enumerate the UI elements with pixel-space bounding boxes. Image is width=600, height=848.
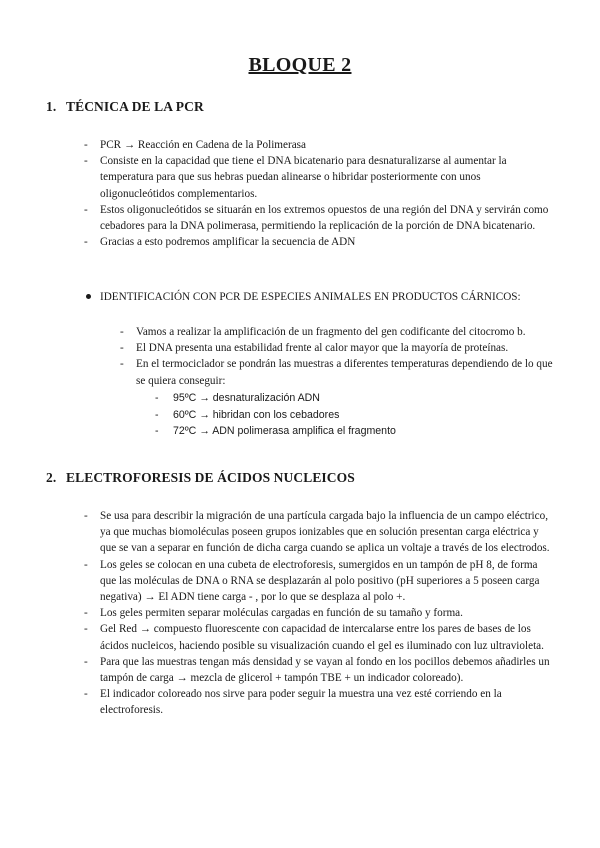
list-item: - Estos oligonucleótidos se situarán en los extremos opuestos de una región del DNA y servirán como cebadores para la DNA polimerasa, permitiendo la replicación de la porción de DNA bicatenario. xyxy=(84,202,554,234)
section-heading-pcr xyxy=(46,99,204,115)
list-item: - 95ºC → desnaturalización ADN xyxy=(155,390,396,407)
identificacion-list xyxy=(120,324,560,389)
list-item: - PCR → Reacción en Cadena de la Polimerasa xyxy=(84,137,554,153)
list-item: - Para que las muestras tengan más densidad y se vayan al fondo en los pocillos debemos añadirles un tampón de carga → mezcla de glicerol + tampón TBE + un indicador coloreado). xyxy=(84,654,556,686)
bullet-text: IDENTIFICACIÓN CON PCR DE ESPECIES ANIMALES EN PRODUCTOS CÁRNICOS: xyxy=(100,291,521,303)
list-item: - El DNA presenta una estabilidad frente al calor mayor que la mayoría de proteínas. xyxy=(120,340,560,356)
list-item: - Los geles permiten separar moléculas cargadas en función de su tamaño y forma. xyxy=(84,605,556,621)
temperature-list xyxy=(155,390,396,440)
list-item: - Los geles se colocan en una cubeta de electroforesis, sumergidos en un tampón de pH 8, de forma que las moléculas de DNA o RNA se desplazarán al polo positivo (pH superiores a 5 poseen carga negativa) → El ADN tiene carga - , por lo que se desplaza al polo +. xyxy=(84,557,556,606)
section-title: ELECTROFORESIS DE ÁCIDOS NUCLEICOS xyxy=(66,470,355,485)
list-item: - Consiste en la capacidad que tiene el DNA bicatenario para desnaturalizarse al aumentar la temperatura para que sus hebras puedan alinearse o hibridar posteriormente con unos oligonucleótidos complementarios. xyxy=(84,153,554,202)
pcr-list xyxy=(84,137,554,250)
bullet-identificacion xyxy=(86,289,521,305)
section-number: 1. xyxy=(46,99,57,114)
list-item: - 72ºC → ADN polimerasa amplifica el fragmento xyxy=(155,423,396,440)
electroforesis-list xyxy=(84,508,556,719)
list-item: - En el termociclador se pondrán las muestras a diferentes temperaturas dependiendo de lo que se quiera conseguir: xyxy=(120,356,560,388)
section-heading-electroforesis xyxy=(46,470,355,486)
page-title: BLOQUE 2 xyxy=(248,54,352,76)
list-item: - Se usa para describir la migración de una partícula cargada bajo la influencia de un campo eléctrico, ya que muchas biomoléculas poseen grupos ionizables que en solución presentan carga eléctrica y que se van a separar en función de dicha carga cuando se aplica un voltaje a través de los electrodos. xyxy=(84,508,556,557)
section-title: TÉCNICA DE LA PCR xyxy=(66,99,204,114)
bullet-dot xyxy=(86,294,91,299)
list-item: - Gracias a esto podremos amplificar la secuencia de ADN xyxy=(84,234,554,250)
list-item: - Vamos a realizar la amplificación de un fragmento del gen codificante del citocromo b. xyxy=(120,324,560,340)
section-number: 2. xyxy=(46,470,57,485)
list-item: - Gel Red → compuesto fluorescente con capacidad de intercalarse entre los pares de bases de los ácidos nucleicos, haciendo posible su visualización cuando el gel es iluminado con luz ultravioleta. xyxy=(84,621,556,653)
list-item: - 60ºC → hibridan con los cebadores xyxy=(155,407,396,424)
list-item: - El indicador coloreado nos sirve para poder seguir la muestra una vez esté corriendo en la electroforesis. xyxy=(84,686,556,718)
